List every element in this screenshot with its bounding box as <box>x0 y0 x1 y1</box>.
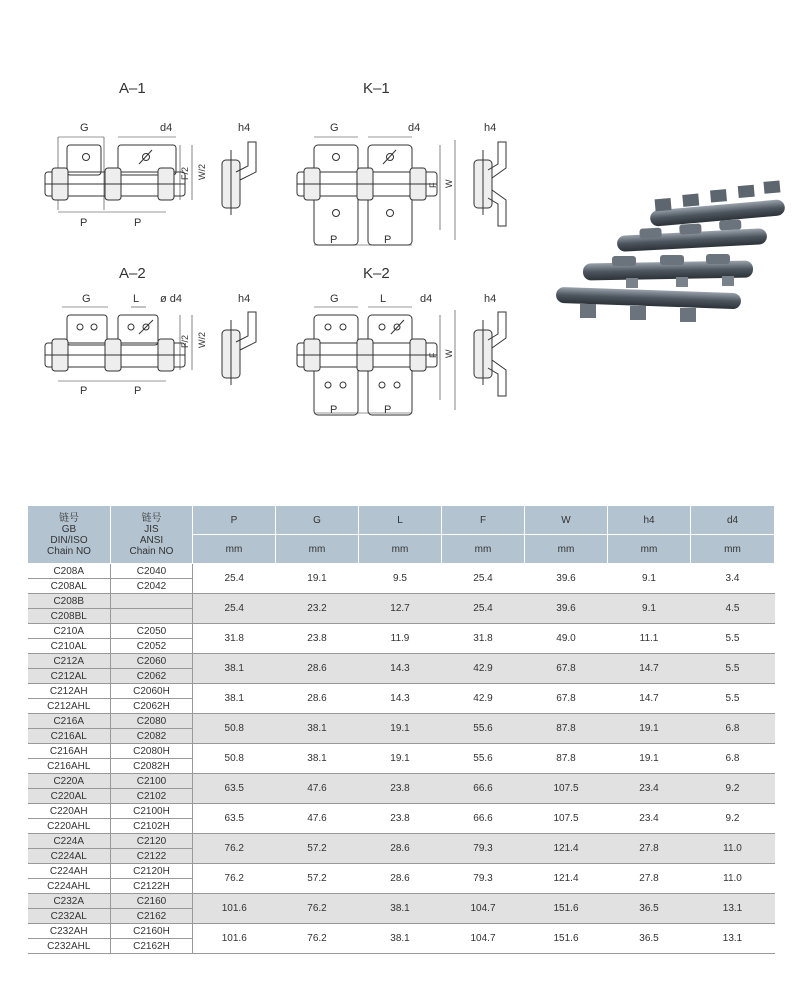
cell-gb: C216AL <box>28 729 111 744</box>
cell-value: 42.9 <box>442 684 525 714</box>
dim-p: P <box>134 385 142 397</box>
cell-value: 39.6 <box>525 594 608 624</box>
cell-value: 25.4 <box>442 564 525 594</box>
cell-gb: C208AL <box>28 579 111 594</box>
dim-g: G <box>82 293 91 305</box>
cell-value: 87.8 <box>525 744 608 774</box>
cell-jis: C2162H <box>111 939 193 954</box>
cell-jis: C2062H <box>111 699 193 714</box>
cell-value: 104.7 <box>442 924 525 954</box>
cell-jis: C2162 <box>111 909 193 924</box>
dim-g: G <box>80 122 89 134</box>
chain-1 <box>650 180 786 226</box>
cell-value: 67.8 <box>525 684 608 714</box>
cell-value: 76.2 <box>193 864 276 894</box>
cell-value: 9.1 <box>608 594 691 624</box>
cell-gb: C220AL <box>28 789 111 804</box>
dim-p: P <box>80 217 88 229</box>
cell-value: 66.6 <box>442 804 525 834</box>
cell-gb: C232AHL <box>28 939 111 954</box>
header-unit: mm <box>691 535 775 564</box>
diagram-title-k2: K–2 <box>363 265 390 282</box>
cell-value: 55.6 <box>442 744 525 774</box>
dim-p: P <box>330 404 338 416</box>
cell-value: 23.4 <box>608 774 691 804</box>
cell-value: 4.5 <box>691 594 775 624</box>
cell-gb: C208B <box>28 594 111 609</box>
cell-value: 63.5 <box>193 774 276 804</box>
cell-value: 19.1 <box>276 564 359 594</box>
header-col: G <box>276 506 359 535</box>
cell-value: 6.8 <box>691 744 775 774</box>
cell-value: 28.6 <box>276 684 359 714</box>
dim-h4: h4 <box>238 122 251 134</box>
cell-value: 31.8 <box>442 624 525 654</box>
cell-value: 6.8 <box>691 714 775 744</box>
cell-value: 5.5 <box>691 624 775 654</box>
cell-gb: C224AL <box>28 849 111 864</box>
dim-h4: h4 <box>484 293 497 305</box>
cell-value: 27.8 <box>608 864 691 894</box>
cell-value: 14.7 <box>608 684 691 714</box>
cell-jis: C2060H <box>111 684 193 699</box>
cell-gb: C232AL <box>28 909 111 924</box>
cell-jis: C2160H <box>111 924 193 939</box>
dim-l: L <box>133 293 140 305</box>
header-unit: mm <box>276 535 359 564</box>
cell-jis: C2080H <box>111 744 193 759</box>
cell-value: 50.8 <box>193 714 276 744</box>
table-row <box>28 924 775 939</box>
cell-value: 9.1 <box>608 564 691 594</box>
cell-gb: C208A <box>28 564 111 579</box>
cell-jis: C2120H <box>111 864 193 879</box>
cell-value: 11.9 <box>359 624 442 654</box>
cell-jis: C2060 <box>111 654 193 669</box>
diagram-title-k1: K–1 <box>363 80 390 97</box>
cell-value: 38.1 <box>193 654 276 684</box>
cell-value: 47.6 <box>276 774 359 804</box>
dim-w: W <box>444 349 454 358</box>
cell-value: 38.1 <box>193 684 276 714</box>
cell-jis: C2100 <box>111 774 193 789</box>
cell-gb: C212AH <box>28 684 111 699</box>
cell-value: 50.8 <box>193 744 276 774</box>
cell-value: 31.8 <box>193 624 276 654</box>
table-row <box>28 624 775 639</box>
cell-value: 9.5 <box>359 564 442 594</box>
cell-value: 13.1 <box>691 924 775 954</box>
cell-value: 79.3 <box>442 834 525 864</box>
cell-value: 13.1 <box>691 894 775 924</box>
table-row <box>28 834 775 849</box>
cell-jis: C2120 <box>111 834 193 849</box>
dim-d4: d4 <box>420 293 433 305</box>
cell-jis: C2082 <box>111 729 193 744</box>
header-col: P <box>193 506 276 535</box>
table-row <box>28 684 775 699</box>
cell-value: 25.4 <box>193 564 276 594</box>
cell-value: 55.6 <box>442 714 525 744</box>
dim-phi-d4: ø d4 <box>160 293 183 305</box>
header-unit: mm <box>442 535 525 564</box>
cell-gb: C208BL <box>28 609 111 624</box>
cell-jis: C2040 <box>111 564 193 579</box>
cell-value: 101.6 <box>193 894 276 924</box>
table-row <box>28 804 775 819</box>
cell-jis: C2042 <box>111 579 193 594</box>
cell-value: 151.6 <box>525 894 608 924</box>
table-row <box>28 774 775 789</box>
dim-f2: F/2 <box>180 334 190 348</box>
header-col: L <box>359 506 442 535</box>
cell-value: 25.4 <box>193 594 276 624</box>
cell-gb: C210A <box>28 624 111 639</box>
dim-l: L <box>380 293 387 305</box>
dim-p: P <box>80 385 88 397</box>
table-row <box>28 864 775 879</box>
cell-jis <box>111 594 193 609</box>
cell-value: 42.9 <box>442 654 525 684</box>
cell-jis: C2080 <box>111 714 193 729</box>
dim-p: P <box>134 217 142 229</box>
cell-value: 36.5 <box>608 894 691 924</box>
cell-gb: C220A <box>28 774 111 789</box>
cell-value: 23.8 <box>276 624 359 654</box>
cell-value: 14.3 <box>359 654 442 684</box>
cell-value: 66.6 <box>442 774 525 804</box>
cell-value: 47.6 <box>276 804 359 834</box>
cell-gb: C232A <box>28 894 111 909</box>
header-gb: 链号 GB DIN/ISO Chain NO <box>28 506 111 564</box>
cell-gb: C210AL <box>28 639 111 654</box>
dim-p: P <box>330 234 338 246</box>
chain-3 <box>583 254 753 288</box>
cell-value: 23.8 <box>359 774 442 804</box>
cell-value: 14.3 <box>359 684 442 714</box>
cell-value: 38.1 <box>276 714 359 744</box>
cell-value: 38.1 <box>276 744 359 774</box>
cell-value: 107.5 <box>525 804 608 834</box>
table-row <box>28 654 775 669</box>
cell-value: 28.6 <box>276 654 359 684</box>
dim-d4: d4 <box>408 122 421 134</box>
cell-value: 5.5 <box>691 654 775 684</box>
cell-value: 121.4 <box>525 834 608 864</box>
cell-value: 19.1 <box>608 714 691 744</box>
cell-value: 79.3 <box>442 864 525 894</box>
dim-d4: d4 <box>160 122 173 134</box>
cell-value: 107.5 <box>525 774 608 804</box>
cell-jis: C2122H <box>111 879 193 894</box>
cell-value: 23.4 <box>608 804 691 834</box>
cell-value: 19.1 <box>608 744 691 774</box>
header-jis: 链号 JIS ANSI Chain NO <box>111 506 193 564</box>
cell-value: 25.4 <box>442 594 525 624</box>
header-col: d4 <box>691 506 775 535</box>
cell-gb: C224A <box>28 834 111 849</box>
cell-gb: C224AH <box>28 864 111 879</box>
cell-value: 23.2 <box>276 594 359 624</box>
cell-value: 11.0 <box>691 834 775 864</box>
cell-jis: C2160 <box>111 894 193 909</box>
header-unit: mm <box>193 535 276 564</box>
cell-value: 151.6 <box>525 924 608 954</box>
cell-gb: C212AHL <box>28 699 111 714</box>
header-unit: mm <box>525 535 608 564</box>
table-row <box>28 894 775 909</box>
cell-jis: C2102 <box>111 789 193 804</box>
cell-value: 28.6 <box>359 864 442 894</box>
cell-gb: C216AHL <box>28 759 111 774</box>
cell-value: 57.2 <box>276 834 359 864</box>
header-col: F <box>442 506 525 535</box>
cell-value: 9.2 <box>691 804 775 834</box>
cell-value: 38.1 <box>359 924 442 954</box>
cell-jis: C2062 <box>111 669 193 684</box>
cell-value: 19.1 <box>359 744 442 774</box>
cell-gb: C212A <box>28 654 111 669</box>
dim-w2: W/2 <box>197 331 207 348</box>
cell-jis: C2052 <box>111 639 193 654</box>
cell-gb: C232AH <box>28 924 111 939</box>
cell-value: 104.7 <box>442 894 525 924</box>
cell-value: 19.1 <box>359 714 442 744</box>
dim-f: F <box>428 352 438 358</box>
cell-value: 67.8 <box>525 654 608 684</box>
header-unit: mm <box>608 535 691 564</box>
cell-value: 9.2 <box>691 774 775 804</box>
table-row <box>28 564 775 579</box>
header-col: W <box>525 506 608 535</box>
diagram-title-a1: A–1 <box>119 80 146 97</box>
diagram-title-a2: A–2 <box>119 265 146 282</box>
cell-gb: C224AHL <box>28 879 111 894</box>
cell-value: 63.5 <box>193 804 276 834</box>
cell-value: 87.8 <box>525 714 608 744</box>
dim-g: G <box>330 122 339 134</box>
cell-gb: C216AH <box>28 744 111 759</box>
cell-jis: C2100H <box>111 804 193 819</box>
cell-jis: C2082H <box>111 759 193 774</box>
cell-value: 11.1 <box>608 624 691 654</box>
dim-h4: h4 <box>238 293 251 305</box>
cell-jis: C2050 <box>111 624 193 639</box>
table-row <box>28 594 775 609</box>
cell-value: 57.2 <box>276 864 359 894</box>
spec-table <box>27 505 775 954</box>
cell-value: 23.8 <box>359 804 442 834</box>
header-col: h4 <box>608 506 691 535</box>
header-unit: mm <box>359 535 442 564</box>
cell-gb: C216A <box>28 714 111 729</box>
cell-value: 38.1 <box>359 894 442 924</box>
cell-value: 121.4 <box>525 864 608 894</box>
cell-value: 49.0 <box>525 624 608 654</box>
cell-value: 14.7 <box>608 654 691 684</box>
chain-2 <box>617 219 768 252</box>
cell-value: 39.6 <box>525 564 608 594</box>
table-row <box>28 744 775 759</box>
cell-value: 27.8 <box>608 834 691 864</box>
cell-value: 76.2 <box>276 894 359 924</box>
dim-w2: W/2 <box>197 163 207 180</box>
dim-h4: h4 <box>484 122 497 134</box>
dim-f2: F/2 <box>180 166 190 180</box>
cell-jis: C2122 <box>111 849 193 864</box>
cell-value: 12.7 <box>359 594 442 624</box>
cell-value: 76.2 <box>276 924 359 954</box>
table-row <box>28 714 775 729</box>
cell-value: 5.5 <box>691 684 775 714</box>
cell-value: 28.6 <box>359 834 442 864</box>
cell-value: 3.4 <box>691 564 775 594</box>
cell-gb: C220AH <box>28 804 111 819</box>
cell-value: 76.2 <box>193 834 276 864</box>
cell-gb: C212AL <box>28 669 111 684</box>
cell-jis: C2102H <box>111 819 193 834</box>
dim-p: P <box>384 234 392 246</box>
cell-value: 11.0 <box>691 864 775 894</box>
dim-w: W <box>444 179 454 188</box>
dim-g: G <box>330 293 339 305</box>
chain-4 <box>556 287 741 322</box>
dim-f: F <box>428 182 438 188</box>
dim-p: P <box>384 404 392 416</box>
cell-gb: C220AHL <box>28 819 111 834</box>
cell-value: 101.6 <box>193 924 276 954</box>
cell-jis <box>111 609 193 624</box>
cell-value: 36.5 <box>608 924 691 954</box>
